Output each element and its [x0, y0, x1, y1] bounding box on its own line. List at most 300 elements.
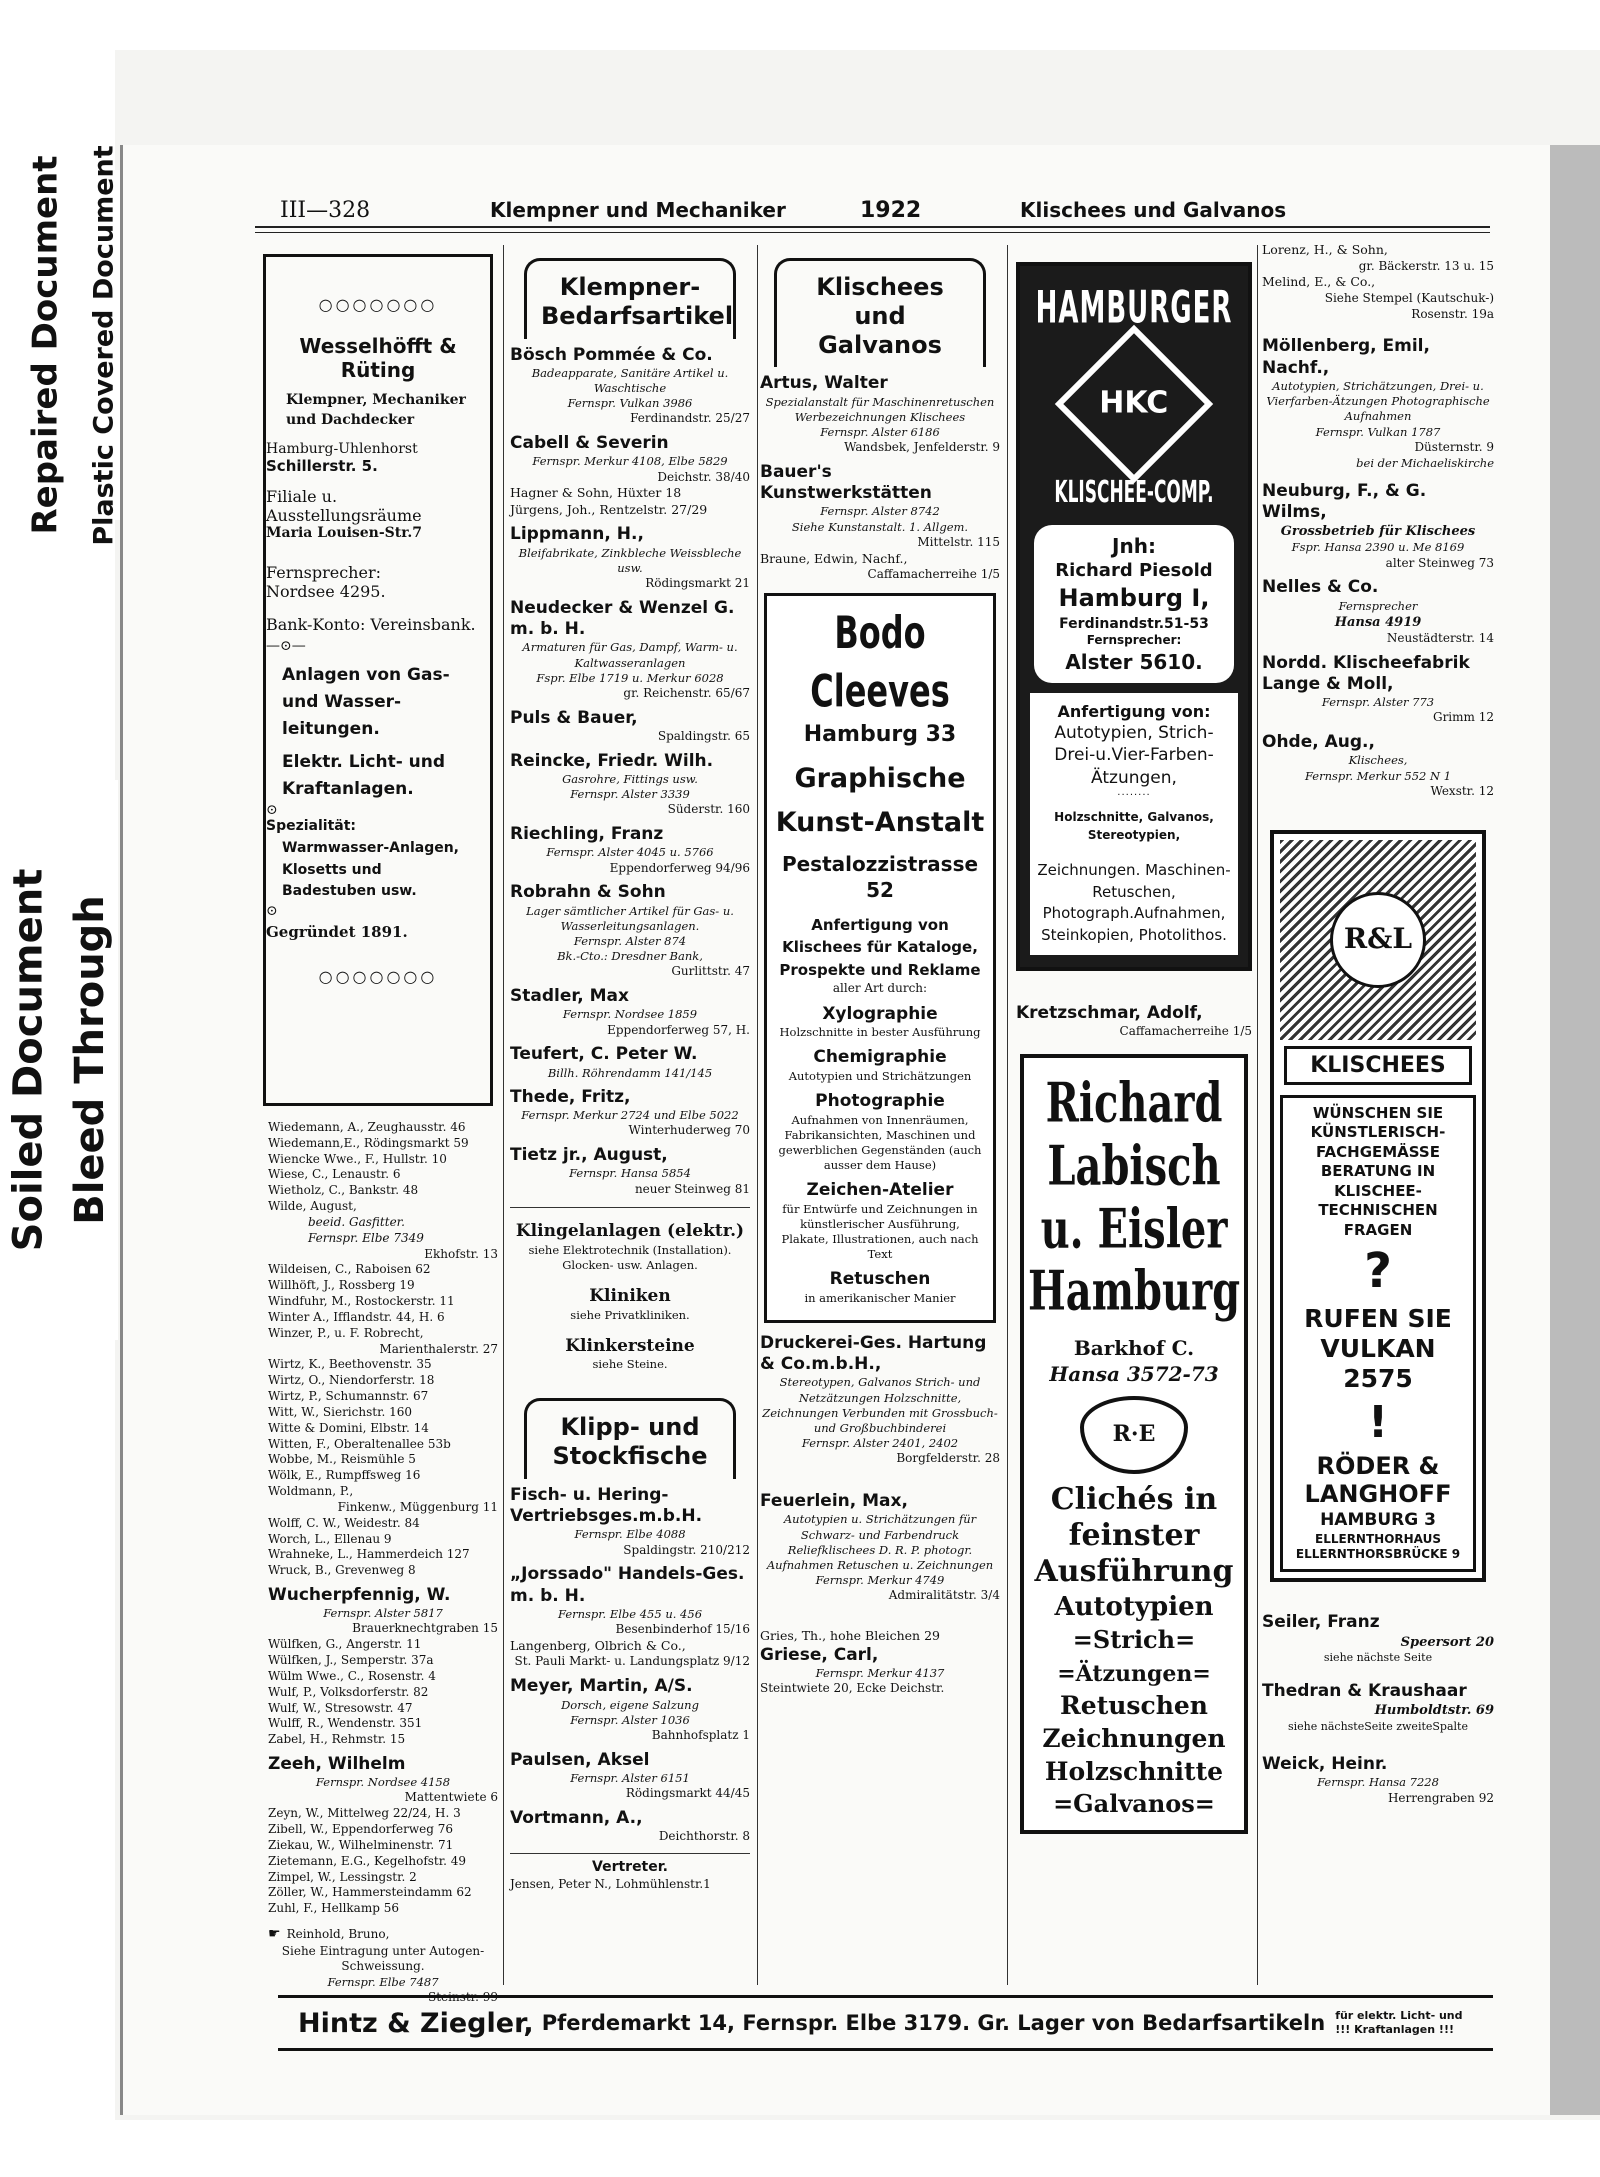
- entry-detail: Fernspr. Vulkan 3986: [567, 396, 693, 411]
- directory-line: Ekhofstr. 13: [424, 1246, 498, 1261]
- cleeves-section: Chemigraphie: [813, 1047, 947, 1068]
- footer-side: [1335, 2009, 1462, 2038]
- cleeves-name: Bodo Cleeves: [810, 605, 950, 719]
- hkc-services-box: [1030, 693, 1238, 955]
- ad-circles: ○○○○○○○: [318, 295, 438, 314]
- directory-line: Rosenstr. 19a: [1411, 306, 1494, 321]
- entry-detail: Autotypien u. Strichätzungen für Schwarz- und Farbendruck Reliefklischees D. R. P. photogr. Aufnahmen Retuschen u. Zeichnungen: [766, 1512, 994, 1572]
- cleeves-section: Xylographie: [822, 1003, 938, 1024]
- ad-trade: Klempner, Mechaniker und Dachdecker: [286, 392, 466, 429]
- roeder-line: HAMBURG 3: [1320, 1510, 1436, 1531]
- directory-line: Wildeisen, C., Raboisen 62: [268, 1262, 431, 1277]
- scan-bottom-margin: [0, 2120, 1600, 2177]
- column-rule: [1257, 245, 1258, 1985]
- directory-line: Wietholz, C., Bankstr. 48: [268, 1183, 419, 1198]
- roeder-langhoff-ad: [1270, 830, 1486, 1583]
- ad-circles: ○○○○○○○: [318, 966, 438, 986]
- cleeves-section: Retuschen: [829, 1269, 931, 1290]
- directory-line: Witten, F., Oberaltenallee 53b: [268, 1436, 451, 1451]
- entry-detail: Fernspr. Alster 5817: [323, 1606, 443, 1621]
- entry-detail: Fernspr. Merkur 552 N 1: [1304, 768, 1452, 783]
- entry-detail: Spezialanstalt für Maschinenretuschen Werbezeichnungen Klischees: [765, 394, 995, 424]
- hkc-services-list: Autotypien, Strich-Drei-u.Vier-Farben-Ätzungen,: [1054, 723, 1214, 788]
- reference-text: siehe Elektrotechnik (Installation). Glocken- usw. Anlagen.: [528, 1242, 732, 1272]
- ad-bank: Bank-Konto: Vereinsbank.: [266, 614, 476, 634]
- entry-detail: Grossbetrieb für Klischees: [1280, 524, 1476, 540]
- entry-detail: Lager sämtlicher Artikel für Gas- u. Wasserleitungsanlagen.: [526, 903, 734, 933]
- entry-detail: Fernspr. Alster 1036: [570, 1712, 690, 1727]
- entry-address: Rödingsmarkt 44/45: [625, 1786, 750, 1801]
- entry-detail: Stereotypen, Galvanos Strich- und Netzätzungen Holzschnitte, Zeichnungen Verbunden mit Grossbuch- und Großbuchbinderei: [762, 1375, 998, 1435]
- cleeves-section-text: Holzschnitte in bester Ausführung: [779, 1025, 981, 1040]
- directory-line: beeid. Gasfitter.: [308, 1214, 405, 1229]
- hkc-services-list: Holzschnitte, Galvanos, Stereotypien,: [1054, 809, 1214, 842]
- directory-line: Willhöft, J., Rossberg 19: [268, 1278, 415, 1293]
- entry-detail: Siehe Kunstanstalt. 1. Allgem.: [791, 519, 969, 534]
- roeder-question: ?: [1364, 1243, 1392, 1300]
- entry-name: Paulsen, Aksel: [510, 1749, 650, 1770]
- directory-line: Fernspr. Elbe 7349: [308, 1230, 424, 1245]
- reference-title: Klingelanlagen (elektr.): [515, 1221, 745, 1242]
- directory-line: Siehe Stempel (Kautschuk-): [1324, 290, 1494, 305]
- directory-line: Woldmann, P.,: [268, 1484, 354, 1499]
- directory-line: Worch, L., Ellenau 9: [268, 1531, 392, 1546]
- roeder-line: RÖDER & LANGHOFF: [1304, 1451, 1452, 1509]
- entry-detail: Fernsprecher: [1338, 598, 1418, 613]
- column-4-listing: [1016, 262, 1252, 1834]
- directory-line: Hagner & Sohn, Hüxter 18: [510, 485, 682, 501]
- cleeves-services-sub: aller Art durch:: [832, 981, 928, 996]
- entry-address: gr. Reichenstr. 65/67: [623, 685, 750, 700]
- repaired-document-label: Repaired Document: [22, 170, 70, 520]
- directory-line: Wulf, P., Volksdorferstr. 82: [268, 1684, 429, 1699]
- entry-name: Zeeh, Wilhelm: [268, 1754, 406, 1775]
- entry-detail: Hansa 4919: [1334, 614, 1422, 630]
- directory-line: Wiencke Wwe., F., Hullstr. 10: [268, 1151, 447, 1166]
- entry-name: Meyer, Martin, A/S.: [510, 1676, 693, 1697]
- roeder-line: ELLERNTHORHAUS ELLERNTHORSBRÜCKE 9: [1295, 1531, 1461, 1562]
- entry-name: Riechling, Franz: [510, 824, 664, 845]
- divider: [510, 1207, 750, 1208]
- hkc-owner-line: Richard Piesold: [1055, 560, 1213, 582]
- entry-address: Spaldingstr. 65: [657, 728, 750, 743]
- entry-address: Brauerknechtgraben 15: [352, 1621, 498, 1636]
- entry-name: Cabell & Severin: [510, 433, 669, 454]
- spacer: [760, 1467, 1000, 1485]
- entry-address: Eppendorferweg 57, H.: [607, 1022, 750, 1037]
- entry-detail: Autotypien, Strichätzungen, Drei- u. Vierfarben-Ätzungen Photographische Aufnahmen: [1266, 378, 1490, 424]
- entry-detail: Fernspr. Hansa 7228: [1317, 1775, 1439, 1790]
- cleeves-services: Anfertigung von Klischees für Kataloge, Prospekte und Reklame: [779, 915, 981, 979]
- hkc-logo-diamond: [1055, 325, 1213, 483]
- labisch-line: Zeichnungen: [1042, 1723, 1226, 1753]
- entry-name: Nordd. Klischeefabrik Lange & Moll,: [1262, 652, 1470, 694]
- entry-detail: Fernspr. Alster 6186: [820, 424, 940, 439]
- entry-address: Süderstr. 160: [667, 802, 750, 817]
- hkc-bottom-text: KLISCHEE-COMP.: [1054, 475, 1214, 512]
- section-heading: Klipp- und Stockfische: [524, 1398, 736, 1479]
- hkc-owner-line: Alster 5610.: [1065, 649, 1203, 674]
- directory-line: Finkenw., Müggenburg 11: [337, 1499, 498, 1514]
- entry-address: Eppendorferweg 94/96: [609, 860, 750, 875]
- header-left-title: Klempner und Mechaniker: [490, 198, 786, 222]
- labisch-line: =Strich=: [1072, 1625, 1196, 1655]
- ad-founded: Gegründet 1891.: [266, 922, 408, 941]
- entry-detail: Fernspr. Merkur 4108, Elbe 5829: [532, 454, 728, 469]
- entry-name: Stadler, Max: [510, 986, 629, 1007]
- pointing-hand-icon: ☛: [268, 1926, 281, 1943]
- entry-address: Admiralitätstr. 3/4: [888, 1588, 1000, 1603]
- column-rule: [1007, 245, 1008, 1985]
- directory-line: Wiedemann,E., Rödingsmarkt 59: [268, 1135, 469, 1150]
- entry-detail: Fernspr. Alster 3339: [570, 787, 690, 802]
- directory-line: Wiedemann, A., Zeughausstr. 46: [268, 1120, 466, 1134]
- directory-line: Zeyn, W., Mittelweg 22/24, H. 3: [268, 1806, 461, 1821]
- entry-address: Steinstr. 99: [427, 1990, 498, 2005]
- hkc-owner-line: Jnh:: [1112, 533, 1156, 558]
- ad-phone: Nordsee 4295.: [266, 581, 386, 601]
- ad-filiale: Filiale u. Ausstellungsräume: [266, 486, 422, 525]
- entry-address: Spaldingstr. 210/212: [623, 1542, 750, 1557]
- entry-name: Thedran & Kraushaar: [1262, 1681, 1467, 1702]
- cleeves-title: Graphische: [794, 763, 966, 795]
- entry-detail: Gasrohre, Fittings usw.: [562, 772, 698, 787]
- directory-line: St. Pauli Markt- u. Landungsplatz 9/12: [514, 1654, 750, 1669]
- entry-name: Vortmann, A.,: [510, 1807, 643, 1828]
- entry-detail: Fernspr. Alster 6151: [570, 1770, 690, 1785]
- labisch-line: Autotypien: [1054, 1591, 1214, 1622]
- entry-detail: Fernspr. Hansa 5854: [569, 1166, 691, 1181]
- entry-name: Seiler, Franz: [1262, 1612, 1380, 1633]
- reference-title: Klinkersteine: [565, 1335, 695, 1356]
- directory-line: Wirtz, O., Niendorferstr. 18: [268, 1373, 435, 1388]
- entry-detail: Billh. Röhrendamm 141/145: [547, 1065, 713, 1080]
- hkc-ad: [1016, 262, 1252, 971]
- directory-line: Wobbe, M., Reismühle 5: [268, 1452, 416, 1467]
- directory-line: Zöller, W., Hammersteindamm 62: [268, 1885, 472, 1900]
- directory-line: Wilde, August,: [268, 1199, 357, 1214]
- directory-line: Wulff, R., Wendenstr. 351: [268, 1716, 423, 1731]
- roeder-line: WÜNSCHEN SIE KÜNSTLERISCH-FACHGEMÄSSE BERATUNG IN KLISCHEE-TECHNISCHEN FRAGEN: [1310, 1103, 1446, 1239]
- cleeves-city: Hamburg 33: [803, 722, 957, 748]
- entry-detail: Fernspr. Merkur 4749: [815, 1573, 945, 1588]
- directory-line: Ziekau, W., Wilhelminenstr. 71: [268, 1837, 454, 1852]
- cleeves-section-text: für Entwürfe und Zeichnungen in künstlerischer Ausführung, Plakate, Illustrationen, auch nach Text: [781, 1201, 979, 1262]
- directory-line: Wolff, C. W., Weidestr. 84: [268, 1515, 420, 1530]
- footer-side-1: für elektr. Licht- und: [1335, 2008, 1463, 2022]
- labisch-line: Retuschen: [1060, 1690, 1208, 1720]
- entry-name: „Jorssado" Handels-Ges. m. b. H.: [510, 1564, 745, 1606]
- ad-speciality: Warmwasser-Anlagen, Klosetts und Badestuben usw.: [282, 839, 459, 900]
- directory-line: Gries, Th., hohe Bleichen 29: [760, 1628, 940, 1644]
- entry-detail: Fernspr. Merkur 4137: [815, 1665, 945, 1680]
- entry-name: Neuburg, F., & G. Wilms,: [1262, 480, 1427, 522]
- directory-line: Lorenz, H., & Sohn,: [1262, 242, 1388, 257]
- directory-line: Wülm Wwe., C., Rosenstr. 4: [268, 1668, 436, 1683]
- klischees-banner: KLISCHEES: [1284, 1046, 1472, 1085]
- entry-name: Griese, Carl,: [760, 1644, 879, 1665]
- ad-filiale-address: Maria Louisen-Str.7: [266, 524, 422, 541]
- entry-name: Fisch- u. Hering-Vertriebsges.m.b.H.: [510, 1484, 703, 1527]
- footer-text: Pferdemarkt 14, Fernspr. Elbe 3179. Gr. Lager von Bedarfsartikeln: [541, 2011, 1326, 2035]
- directory-line: Wruck, B., Grevenweg 8: [268, 1563, 416, 1578]
- entry-address: Besenbinderhof 15/16: [615, 1622, 750, 1637]
- cleeves-address: Pestalozzistrasse 52: [781, 851, 979, 903]
- directory-line: Langenberg, Olbrich & Co.,: [510, 1637, 686, 1653]
- hkc-owner-line: Ferdinandstr.51-53: [1059, 615, 1209, 632]
- roeder-exclaim: !: [1367, 1396, 1389, 1448]
- column-rule: [503, 245, 504, 1985]
- entry-detail: Bleifabrikate, Zinkbleche Weissbleche usw.: [518, 545, 742, 575]
- entry-address: alter Steinweg 73: [1385, 555, 1494, 570]
- entry-detail: Fernspr. Alster 773: [1321, 695, 1435, 710]
- cleeves-title: Kunst-Anstalt: [775, 807, 985, 839]
- header-rule: [255, 226, 1490, 228]
- page-edge: [1550, 145, 1600, 2115]
- entry-name: Druckerei-Ges. Hartung & Co.m.b.H.,: [760, 1332, 987, 1375]
- ad-company-name: Wesselhöfft & Rüting: [299, 334, 457, 382]
- entry-name: Kretzschmar, Adolf,: [1016, 1002, 1203, 1023]
- entry-address: Caffamacherreihe 1/5: [1119, 1024, 1252, 1039]
- labisch-line: Clichés in feinster Ausführung: [1034, 1481, 1234, 1589]
- labisch-line: =Galvanos=: [1053, 1788, 1215, 1818]
- labisch-logo-shield: [1080, 1396, 1188, 1474]
- directory-line: Witte & Domini, Elbstr. 14: [268, 1420, 429, 1435]
- cleeves-ad: [764, 593, 996, 1323]
- page-header: [280, 190, 1490, 230]
- entry-address: Deichthorstr. 8: [658, 1829, 750, 1844]
- directory-line: Zuhl, F., Hellkamp 56: [268, 1901, 399, 1916]
- ship-emblem-image: [1280, 840, 1476, 1040]
- directory-line: Wrahneke, L., Hammerdeich 127: [268, 1547, 470, 1562]
- hkc-owner-box: [1034, 525, 1234, 684]
- cleeves-section: Photographie: [815, 1091, 945, 1112]
- entry-name: Reincke, Friedr. Wilh.: [510, 750, 714, 771]
- entry-name: Tietz jr., August,: [510, 1145, 668, 1166]
- entry-address: Wexstr. 12: [1430, 783, 1494, 798]
- entry-address: neuer Steinweg 81: [634, 1181, 750, 1196]
- ad-service-1: Anlagen von Gas- und Wasser-leitungen.: [282, 664, 450, 739]
- entry-address: bei der Michaeliskirche: [1356, 455, 1494, 470]
- entry-note: Siehe Eintragung unter Autogen-Schweissung.: [281, 1943, 485, 1974]
- entry-address: Borgfelderstr. 28: [896, 1451, 1000, 1466]
- entry-detail: Armaturen für Gas, Dampf, Warm- u. Kaltwasseranlagen: [522, 640, 738, 670]
- entry-detail: Fernspr. Alster 4045 u. 5766: [546, 845, 714, 860]
- directory-line: Zietemann, E.G., Kegelhofstr. 49: [268, 1853, 467, 1868]
- directory-line: Wülfken, J., Semperstr. 37a: [268, 1653, 434, 1668]
- scan-top-margin: [0, 0, 1600, 50]
- entry-name: Bauer's Kunstwerkstätten: [760, 461, 932, 504]
- ad-phone-label: Fernsprecher:: [266, 562, 381, 582]
- vertreter-line: Jensen, Peter N., Lohmühlenstr.1: [510, 1876, 711, 1891]
- entry-name: Puls & Bauer,: [510, 707, 638, 728]
- entry-detail: Fernspr. Alster 8742: [820, 504, 940, 519]
- ship-emblem-icon: R&L: [1330, 892, 1426, 988]
- footer-side-2: !!! Kraftanlagen !!!: [1335, 2023, 1454, 2036]
- entry-name: Wucherpfennig, W.: [268, 1585, 451, 1606]
- reference-title: Kliniken: [589, 1286, 671, 1307]
- directory-line: Wirtz, P., Schumannstr. 67: [268, 1389, 429, 1404]
- ad-ornament: ⊙: [266, 801, 278, 818]
- entry-detail: Fernspr. Merkur 2724 und Elbe 5022: [521, 1108, 739, 1123]
- hkc-top-text: HAMBURGER: [1035, 283, 1233, 335]
- entry-address: Bahnhofsplatz 1: [651, 1727, 750, 1742]
- reinhold-entry: [268, 1925, 498, 1943]
- ad-ornament: —⊙—: [266, 637, 306, 654]
- page-number: III—328: [280, 197, 371, 223]
- hkc-services-heading: Anfertigung von:: [1057, 702, 1211, 722]
- labisch-line: Richard: [1045, 1071, 1223, 1135]
- column-rule: [757, 245, 758, 1985]
- entry-address: Herrengraben 92: [1387, 1790, 1494, 1805]
- ad-service-2: Elektr. Licht- und Kraftanlagen.: [282, 752, 446, 799]
- entry-address: Grimm 12: [1432, 710, 1494, 725]
- directory-line: Winter A., Ifflandstr. 44, H. 6: [268, 1309, 445, 1324]
- entry-name: Robrahn & Sohn: [510, 882, 666, 903]
- reference-text: siehe Steine.: [592, 1357, 668, 1372]
- directory-line: gr. Bäckerstr. 13 u. 15: [1358, 258, 1494, 273]
- reference-text: siehe Privatkliniken.: [570, 1307, 690, 1322]
- roeder-text-box: [1280, 1095, 1476, 1573]
- directory-line: Caffamacherreihe 1/5: [867, 567, 1000, 582]
- hkc-services-list: Zeichnungen. Maschinen-Retuschen, Photograph.Aufnahmen, Steinkopien, Photolithos.: [1037, 860, 1231, 945]
- cleeves-section-text: Aufnahmen von Innenräumen, Fabrikansichten, Maschinen und gewerblichen Gegenständen (auch ausser dem Hause): [778, 1112, 982, 1173]
- divider: [510, 1853, 750, 1854]
- entry-address: Mattentwiete 6: [404, 1790, 498, 1805]
- section-heading: Klischees und Galvanos: [774, 258, 986, 367]
- entry-detail: Bk.-Cto.: Dresdner Bank,: [557, 949, 703, 964]
- entry-note: siehe nächsteSeite zweiteSpalte: [1288, 1719, 1468, 1733]
- wesselhoefft-ad: [263, 254, 493, 1106]
- directory-line: Wölk, E., Rumpffsweg 16: [268, 1468, 421, 1483]
- footer-advertisement: [278, 1995, 1493, 2051]
- ad-street: Schillerstr. 5.: [266, 456, 378, 475]
- entry-address: Gurlittstr. 47: [671, 964, 750, 979]
- directory-line: Melind, E., & Co.,: [1262, 274, 1376, 290]
- ad-ornament: ⊙: [266, 902, 278, 919]
- entry-name: Lippmann, H.,: [510, 524, 644, 545]
- entry-detail: Fspr. Elbe 1719 u. Merkur 6028: [536, 670, 724, 685]
- directory-line: Wirtz, K., Beethovenstr. 35: [268, 1357, 432, 1372]
- entry-address: Humboldtstr. 69: [1374, 1703, 1494, 1719]
- entry-name: Neudecker & Wenzel G. m. b. H.: [510, 597, 735, 640]
- labisch-line: Hansa 3572-73: [1049, 1362, 1219, 1387]
- hkc-owner-line: Hamburg I,: [1058, 583, 1210, 612]
- column-5-listing: [1262, 242, 1494, 1806]
- directory-line: Wulf, W., Stresowstr. 47: [268, 1700, 413, 1715]
- directory-line: Wülfken, G., Angerstr. 11: [268, 1637, 422, 1652]
- header-year: 1922: [860, 197, 922, 223]
- labisch-line: Hamburg: [1028, 1259, 1241, 1324]
- directory-line: Braune, Edwin, Nachf.,: [760, 550, 908, 566]
- labisch-line: u. Eisler: [1040, 1196, 1228, 1261]
- entry-name: Nelles & Co.: [1262, 577, 1379, 598]
- entry-name: Reinhold, Bruno,: [286, 1927, 390, 1942]
- entry-name: Möllenberg, Emil, Nachf.,: [1262, 336, 1430, 378]
- roeder-line: RUFEN SIE VULKAN 2575: [1304, 1303, 1452, 1393]
- entry-detail: Klischees,: [1348, 753, 1408, 768]
- entry-name: Thede, Fritz,: [510, 1086, 631, 1107]
- column-1-listing: [268, 1120, 498, 2006]
- entry-address: Winterhuderweg 70: [628, 1123, 750, 1138]
- entry-detail: Dorsch, eigene Salzung: [561, 1697, 699, 1712]
- footer-company: Hintz & Ziegler,: [298, 2007, 534, 2039]
- directory-line: Wiese, C., Lenaustr. 6: [268, 1167, 401, 1182]
- entry-detail: Fernspr. Nordsee 1859: [562, 1007, 698, 1022]
- ad-spec-label: Spezialität:: [266, 817, 357, 834]
- labisch-line: =Ätzungen=: [1057, 1660, 1211, 1687]
- directory-line: Winzer, P., u. F. Robrecht,: [268, 1325, 424, 1340]
- directory-line: Marienthalerstr. 27: [379, 1341, 498, 1356]
- entry-address: Neustädterstr. 14: [1386, 630, 1494, 645]
- entry-name: Feuerlein, Max,: [760, 1491, 908, 1512]
- directory-line: Windfuhr, M., Rostockerstr. 11: [268, 1294, 455, 1309]
- header-rule-thin: [255, 232, 1490, 233]
- hkc-logo-text: HKC: [1099, 386, 1169, 422]
- entry-detail: Fernspr. Alster 2401, 2402: [801, 1436, 959, 1451]
- entry-address: Rödingsmarkt 21: [645, 576, 750, 591]
- entry-detail: Fernspr. Elbe 4088: [574, 1527, 686, 1542]
- entry-name: Weick, Heinr.: [1262, 1754, 1388, 1775]
- entry-address: Mittelstr. 115: [917, 534, 1000, 549]
- entry-name: Bösch Pommée & Co.: [510, 344, 713, 365]
- hkc-owner-line: Fernsprecher:: [1086, 633, 1182, 648]
- labisch-logo-text: R·E: [1112, 1421, 1156, 1448]
- section-heading: Klempner-Bedarfsartikel: [524, 258, 736, 339]
- column-2-listing: [510, 258, 750, 1892]
- entry-address: Steintwiete 20, Ecke Deichstr.: [760, 1680, 945, 1695]
- cleeves-section-text: in amerikanischer Manier: [804, 1290, 956, 1305]
- entry-name: Teufert, C. Peter W.: [510, 1044, 698, 1065]
- hkc-dots: ········: [1117, 789, 1151, 801]
- cleeves-section-text: Autotypien und Strichätzungen: [788, 1068, 972, 1083]
- entry-detail: Fernspr. Vulkan 1787: [1315, 424, 1441, 439]
- entry-detail: Fspr. Hansa 2390 u. Me 8169: [1291, 540, 1465, 555]
- header-right-title: Klischees und Galvanos: [1020, 198, 1287, 222]
- entry-name: Ohde, Aug.,: [1262, 732, 1375, 753]
- labisch-line: Holzschnitte: [1044, 1756, 1224, 1786]
- directory-line: Zimpel, W., Lessingstr. 2: [268, 1869, 417, 1884]
- bleed-through-label: Bleed Through: [62, 780, 118, 1340]
- cleeves-section: Zeichen-Atelier: [806, 1180, 954, 1201]
- entry-address: Ferdinandstr. 25/27: [630, 411, 750, 426]
- entry-detail: Fernspr. Alster 874: [573, 934, 687, 949]
- entry-address: Deichstr. 38/40: [657, 469, 750, 484]
- labisch-line: Barkhof C.: [1073, 1336, 1195, 1361]
- entry-detail: Fernspr. Nordsee 4158: [315, 1775, 451, 1790]
- plastic-covered-label: Plastic Covered Document: [82, 170, 126, 520]
- spacer: [760, 1604, 1000, 1628]
- entry-address: Wandsbek, Jenfelderstr. 9: [844, 440, 1000, 455]
- column-3-listing: [760, 258, 1000, 1697]
- labisch-line: Labisch: [1047, 1134, 1221, 1198]
- entry-name: Artus, Walter: [760, 373, 888, 394]
- directory-line: Jürgens, Joh., Rentzelstr. 27/29: [510, 501, 708, 517]
- ad-address-line: Hamburg-Uhlenhorst: [266, 440, 418, 457]
- entry-address: Düsternstr. 9: [1414, 439, 1494, 454]
- labisch-eisler-ad: [1020, 1054, 1248, 1834]
- entry-address: Speersort 20: [1400, 1634, 1494, 1650]
- soiled-document-label: Soiled Document: [0, 780, 56, 1340]
- directory-line: Witt, W., Sierichstr. 160: [268, 1404, 413, 1419]
- directory-line: Zibell, W., Eppendorferweg 76: [268, 1822, 453, 1837]
- entry-detail: Fernspr. Elbe 455 u. 456: [557, 1606, 703, 1621]
- entry-detail: Badeapparate, Sanitäre Artikel u. Waschtische: [531, 365, 729, 396]
- entry-note: siehe nächste Seite: [1323, 1650, 1433, 1664]
- vertreter-heading: Vertreter.: [592, 1859, 668, 1876]
- entry-detail: Fernspr. Elbe 7487: [327, 1975, 439, 1990]
- directory-line: Zabel, H., Rehmstr. 15: [268, 1732, 406, 1747]
